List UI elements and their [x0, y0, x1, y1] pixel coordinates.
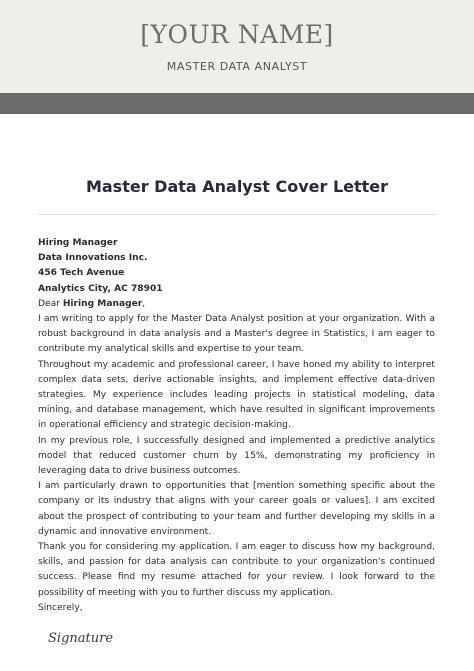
letter-title: Master Data Analyst Cover Letter — [85, 177, 389, 196]
title-rule — [37, 214, 437, 215]
paragraph-experience: Throughout my academic and professional career, I have honed my ability to interpret complex data sets, derive actionable insights, and implement effective data-driven strategies. My experience includes leading projects in statistical modeling, data mining, and database management, which have resulted in significant improvements in operational efficiency and strategic decision-making. — [38, 359, 435, 431]
salutation-suffix: , — [142, 298, 146, 309]
paragraph-intro: I am writing to apply for the Master Data Analyst position at your organization. With a robust background in data analysis and a Master's degree in Statistics, I am eager to contribute my analytical skills and expertise to your team. — [38, 314, 435, 355]
applicant-name: [YOUR NAME] — [140, 20, 334, 49]
paragraph-achievement: In my previous role, I successfully designed and implemented a predictive analytics model that reduced customer churn by 15%, demonstrating my proficiency in leveraging data to drive business outcomes. — [38, 435, 435, 477]
salutation-prefix: Dear — [38, 298, 63, 309]
signature: Signature — [48, 631, 114, 646]
closing: Sincerely, — [38, 602, 83, 613]
header-divider-band — [0, 93, 474, 114]
salutation-name: Hiring Manager — [62, 298, 143, 309]
paragraph-motivation: I am particularly drawn to opportunities that [mention something specific about the company or its industry that aligns with your career goals or values]. I am excited about the prospect of contributing to your team and further developing my skills in a dynamic and innovative environment. — [38, 481, 435, 537]
letter-body — [38, 236, 435, 616]
paragraph-closing: Thank you for considering my application. I am eager to discuss how my background, skills, and passion for data analysis can contribute to your organization's continued success. Please find my resume attached for your review. I look forward to the possibility of meeting with you to further discuss my application. — [38, 542, 435, 598]
recipient-title: Hiring Manager — [38, 238, 118, 248]
header-banner — [0, 0, 474, 93]
salutation — [38, 297, 435, 312]
recipient-street: 456 Tech Avenue — [38, 268, 125, 279]
recipient-company: Data Innovations Inc. — [38, 253, 148, 264]
recipient-city: Analytics City, AC 78901 — [38, 283, 163, 294]
applicant-role: MASTER DATA ANALYST — [166, 60, 308, 73]
